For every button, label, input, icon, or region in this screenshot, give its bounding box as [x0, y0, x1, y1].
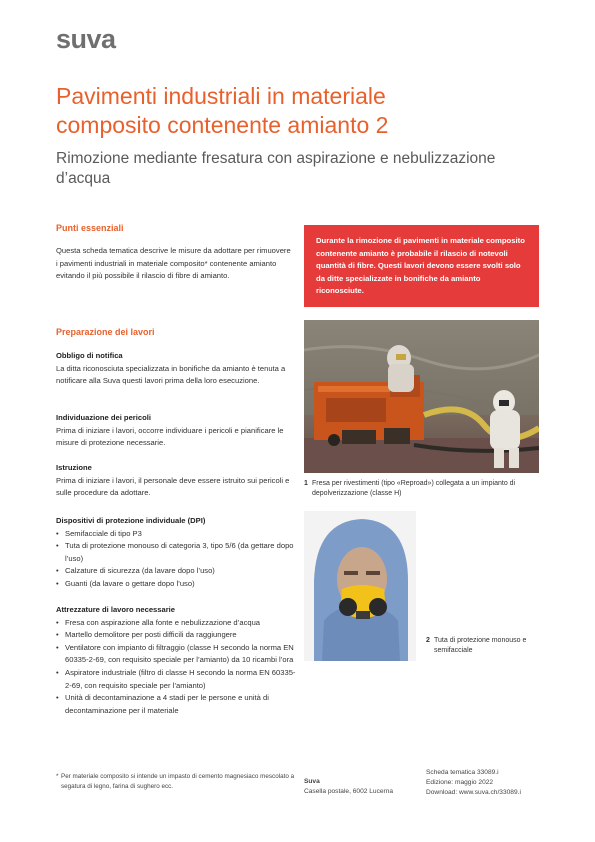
figure-2-number: 2 — [426, 637, 430, 644]
instruction-text: Prima di iniziare i lavori, il personale deve essere istruito sui pericoli e sulle procedure da adottare. — [56, 475, 290, 498]
ppe-list — [56, 528, 296, 591]
equipment-list — [56, 617, 296, 718]
list-item: • Guanti (da lavare o gettare dopo l’uso) — [56, 578, 296, 591]
figure-2-caption — [426, 636, 546, 656]
document-meta — [426, 768, 521, 798]
figure-2-text: Tuta di protezione monouso e semifacciale — [434, 637, 527, 654]
page-title: Pavimenti industriali in materiale composito contenente amianto 2 — [56, 83, 389, 138]
equipment-block — [56, 604, 296, 717]
notification-text: La ditta riconosciuta specializzata in bonifiche da amianto è tenuta a notificare alla Suva questi lavori prima della loro esecuzione. — [56, 363, 286, 386]
ppe-block — [56, 515, 296, 591]
list-item: • Aspiratore industriale (filtro di classe H secondo la norma EN 60335-2-69, con requisito speciale per l’amianto) — [56, 667, 296, 692]
publisher-postal: Casella postale, 6002 Lucerna — [304, 788, 394, 795]
notification-block — [56, 350, 296, 388]
notification-heading: Obbligo di notifica — [56, 351, 123, 360]
download-link[interactable]: Download: www.suva.ch/33089.i — [426, 789, 521, 796]
footnote-mark: * — [56, 773, 59, 780]
page-subtitle: Rimozione mediante fresatura con aspirazione e nebulizzazione d’acqua — [56, 150, 496, 187]
sheet-number: Scheda tematica 33089.i — [426, 769, 499, 776]
warning-callout — [304, 225, 539, 307]
list-item: • Unità di decontaminazione a 4 stadi per le persone e unità di decontaminazione per il materiale — [56, 692, 296, 717]
milling-machine-photo — [304, 320, 539, 473]
instruction-heading: Istruzione — [56, 463, 92, 472]
hazards-block — [56, 412, 296, 450]
figure-1-number: 1 — [304, 480, 308, 487]
edition-date: Edizione: maggio 2022 — [426, 779, 494, 786]
section-heading-preparation: Preparazione dei lavori — [56, 327, 155, 337]
list-item: • Semifacciale di tipo P3 — [56, 528, 296, 541]
ppe-heading: Dispositivi di protezione individuale (DPI) — [56, 516, 206, 525]
figure-1-text: Fresa per rivestimenti (tipo «Reproad») collegata a un impianto di depolverizzazione (classe H) — [312, 480, 516, 497]
section-heading-essentials: Punti essenziali — [56, 223, 124, 233]
hazards-heading: Individuazione dei pericoli — [56, 413, 151, 422]
list-item: • Calzature di sicurezza (da lavare dopo l’uso) — [56, 565, 296, 578]
footnote-text: Per materiale composito si intende un impasto di cemento magnesiaco mescolato a segatura di legno, farina di sughero ecc. — [61, 773, 295, 790]
equipment-heading: Attrezzature di lavoro necessarie — [56, 605, 176, 614]
list-item: • Fresa con aspirazione alla fonte e nebulizzazione d’acqua — [56, 617, 296, 630]
list-item: • Tuta di protezione monouso di categoria 3, tipo 5/6 (da gettare dopo l’uso) — [56, 540, 296, 565]
instruction-block — [56, 462, 296, 500]
publisher-name: Suva — [304, 778, 320, 785]
list-item: • Martello demolitore per posti difficili da raggiungere — [56, 629, 296, 642]
hazards-text: Prima di iniziare i lavori, occorre individuare i pericoli e pianificare le misure di protezione necessarie. — [56, 425, 284, 448]
protective-suit-photo — [304, 511, 416, 661]
footnote — [56, 772, 296, 791]
list-item: • Ventilatore con impianto di filtraggio (classe H secondo la norma EN 60335-2-69, con requisito speciale per l’amianto) da 10 ricambi l’ora — [56, 642, 296, 667]
suva-logo: suva — [56, 24, 116, 54]
warning-callout-text: Durante la rimozione di pavimenti in materiale composito contenente amianto è probabile il rilascio di notevoli quantità di fibre. Questi lavori devono essere svolti solo da ditte specializzate in bonifiche da amianto riconosciute. — [316, 236, 525, 296]
essentials-text: Questa scheda tematica descrive le misure da adottare per rimuovere i pavimenti industriali in materiale composito* contenente amianto evitando il più possibile il rilascio di fibre di amianto. — [56, 246, 291, 281]
publisher-address — [304, 777, 393, 797]
figure-1-caption — [304, 479, 539, 499]
